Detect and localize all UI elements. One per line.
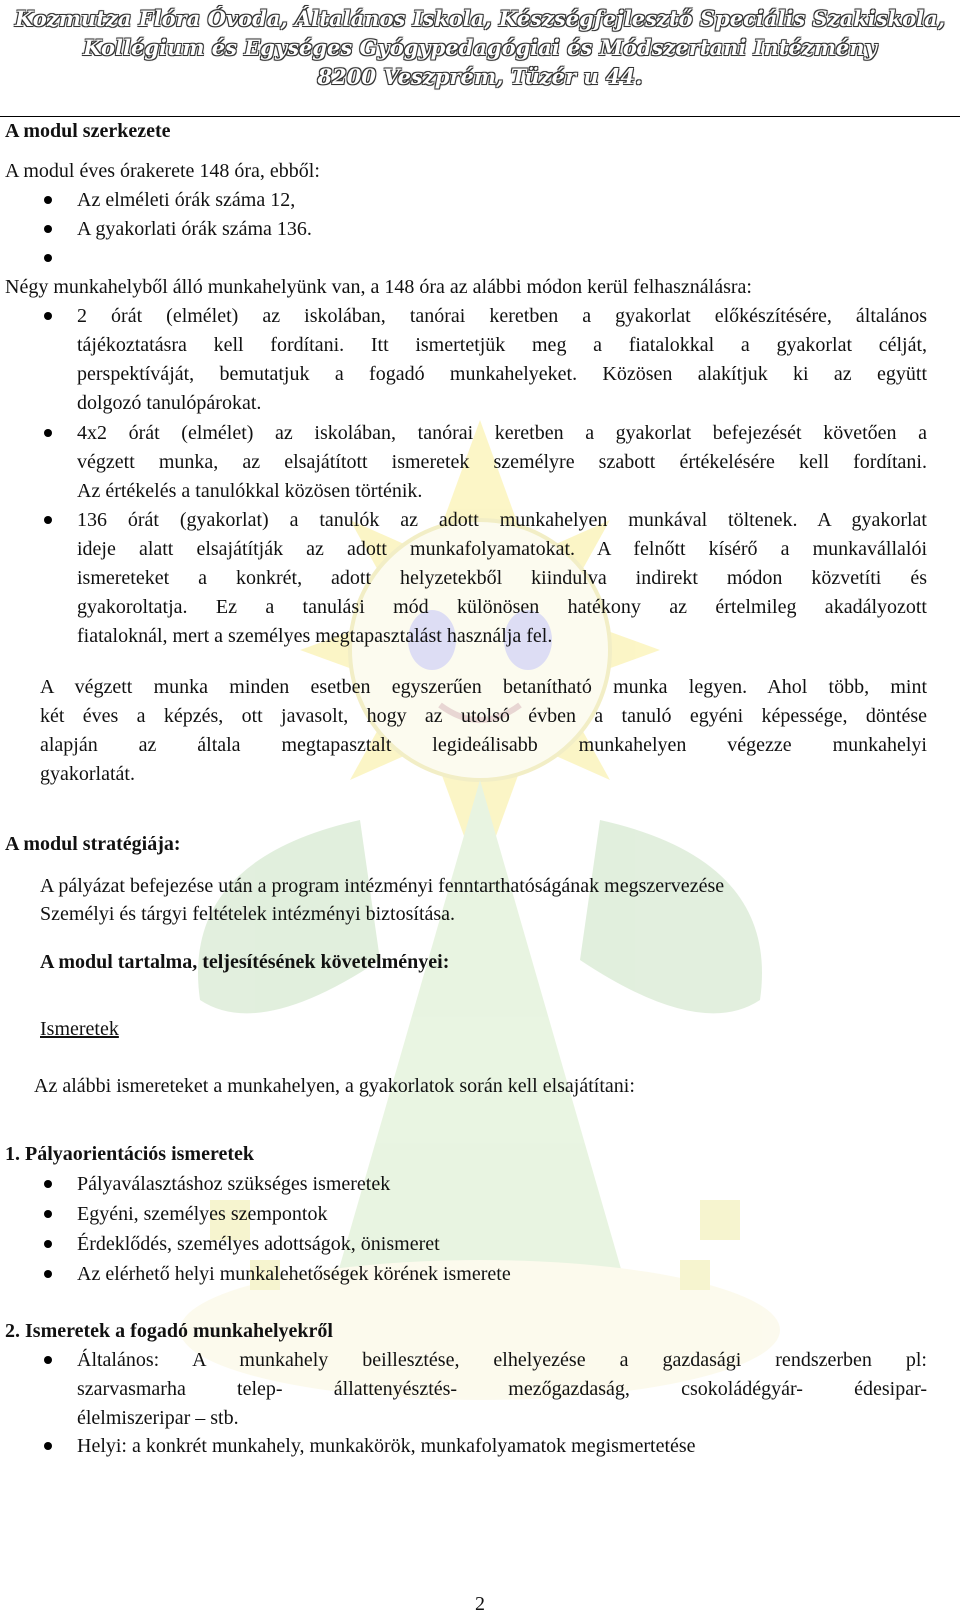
bullet [44,1270,52,1278]
list-item: Az elérhető helyi munkalehetőségek körének ismerete [77,1263,511,1285]
knowledge-intro: Az alábbi ismereteket a munkahelyen, a gyakorlatok során kell elsajátítani: [34,1075,635,1097]
bullet [44,429,52,437]
letterhead [0,4,960,91]
letterhead-line-3: 8200 Veszprém, Tüzér u 44. [317,64,643,89]
list-item: A gyakorlati órák száma 136. [77,218,312,240]
letterhead-line-2: Kollégium és Egységes Gyógypedagógiai és Módszertani Intézmény [83,35,877,60]
list-item: Érdeklődés, személyes adottságok, önismeret [77,1233,440,1255]
bullet [44,516,52,524]
strategy-heading: A modul stratégiája: [5,833,181,855]
list-item: Általános: A munkahely beillesztése, elhelyezése a gazdasági rendszerben pl: szarvasmarha telep- állattenyésztés- mezőgazdaság, csokoládégyár- édesipar- élelmiszeripar – stb. [77,1349,927,1429]
bullet [44,1442,52,1450]
strategy-line: Személyi és tárgyi feltételek intézményi biztosítása. [40,903,456,925]
page-number: 2 [475,1593,485,1615]
section-1-heading: 1. Pályaorientációs ismeretek [5,1143,255,1165]
list-item: Az elméleti órák száma 12, [77,189,296,211]
list-item: Egyéni, személyes szempontok [77,1203,328,1225]
list-item: Helyi: a konkrét munkahely, munkakörök, munkafolyamatok megismertetése [77,1435,696,1457]
bullet [44,1240,52,1248]
bullet [44,196,52,204]
structure-heading: A modul szerkezete [5,120,171,142]
bullet [44,312,52,320]
structure-intro: A modul éves órakerete 148 óra, ebből: [5,160,320,182]
closing-paragraph: A végzett munka minden esetben egyszerűen betanítható munka legyen. Ahol több, mint két éves a képzés, ott javasolt, hogy az utolsó évben a tanuló egyéni képessége, döntése alapján az általa megtapasztalt legideálisabb munkahelyen végezze munkahelyi gyakorlatát. [40,676,927,785]
letterhead-line-1: Kozmutza Flóra Óvoda, Általános Iskola, Készségfejlesztő Speciális Szakiskola, [14,6,946,31]
strategy-line: A pályázat befejezése után a program intézményi fenntarthatóságának megszervezése [40,875,725,897]
bullet [44,1210,52,1218]
knowledge-subheading: Ismeretek [40,1018,119,1040]
list-item: Pályaválasztáshoz szükséges ismeretek [77,1173,391,1195]
workplaces-intro: Négy munkahelyből álló munkahelyünk van, a 148 óra az alábbi módon kerül felhasználásra: [5,276,752,298]
content-heading: A modul tartalma, teljesítésének követelményei: [40,951,450,973]
bullet [44,1180,52,1188]
list-item: 2 órát (elmélet) az iskolában, tanórai keretben a gyakorlat előkészítésére, általános tájékoztatásra kell fordítani. Itt ismertetjük meg a fiatalokkal a gyakorlat célját, perspektíváját, bemutatjuk a fogadó munkahelyeket. Közösen alakítjuk ki az együtt dolgozó tanulópárokat. [77,305,927,414]
section-2-heading: 2. Ismeretek a fogadó munkahelyekről [5,1320,333,1342]
bullet [44,225,52,233]
list-item: 136 órát (gyakorlat) a tanulók az adott munkahelyen munkával töltenek. A gyakorlat ideje alatt elsajátítják az adott munkafolyamatokat. A felnőtt kísérő a munkavállalói ismereteket a konkrét, adott helyzetekből kiindulva indirekt módon közvetíti és gyakoroltatja. Ez a tanulási mód különösen hatékony az értelmileg akadályozott fiataloknál, mert a személyes megtapasztalást használja fel. [77,509,927,647]
list-item: 4x2 órát (elmélet) az iskolában, tanórai keretben a gyakorlat befejezését követően a végzett munka, az elsajátított ismeretek személyre szabott értékelésére kell fordítani. Az értékelés a tanulókkal közösen történik. [77,422,927,502]
bullet [44,254,52,262]
bullet [44,1356,52,1364]
